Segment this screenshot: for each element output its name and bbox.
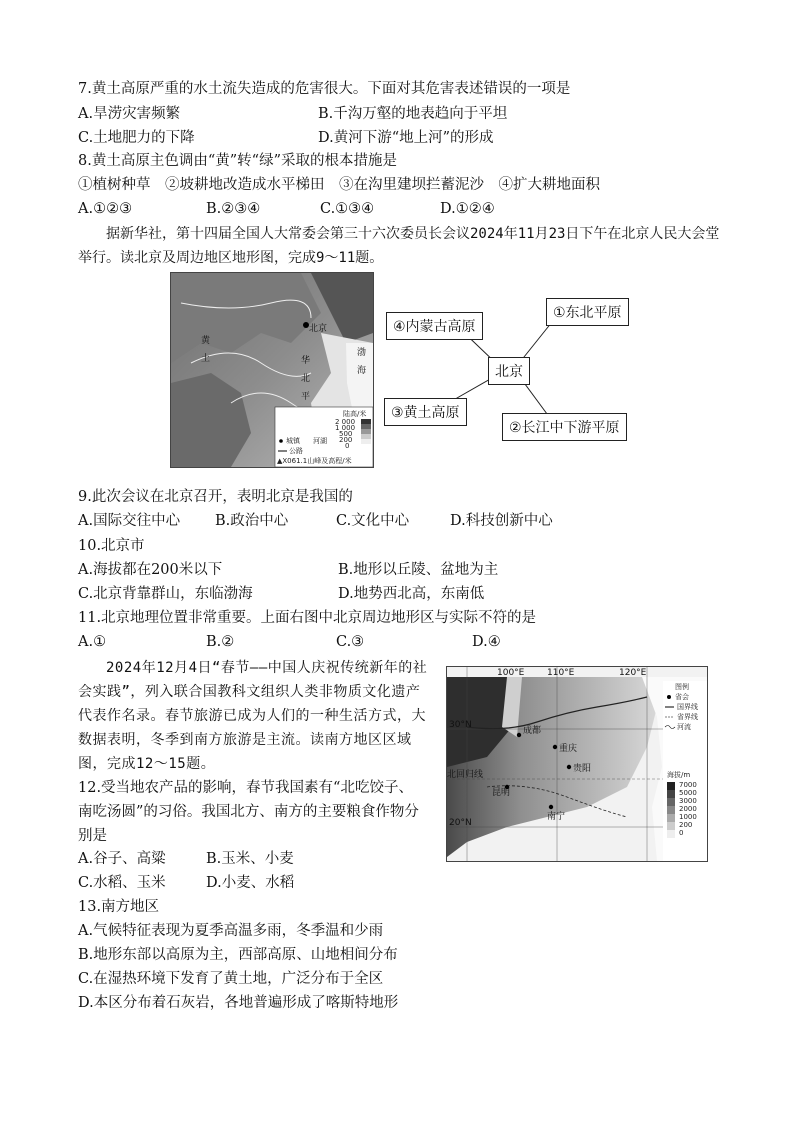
map1-legend-title: 陆高/米 [343,410,367,418]
q13-option-c: C.在湿热环境下发育了黄土地，广泛分布于全区 [78,971,384,987]
q11-option-b: B.② [206,634,235,650]
q7-option-a: A.旱涝灾害频繁 [78,106,181,122]
q8-option-b: B.②③④ [206,201,261,217]
q9-option-c: C.文化中心 [336,513,410,529]
diagram-node-1: ①东北平原 [546,298,629,326]
map1-legend-level-0: 2 000 [335,418,356,426]
beijing-terrain-map [170,272,374,468]
map2-elev-2: 3000 [679,797,697,805]
q10-option-d: D.地势西北高，东南低 [338,586,485,602]
q9-option-d: D.科技创新中心 [450,513,553,529]
q8-option-a: A.①②③ [78,201,133,217]
map2-legend-river: 河流 [677,723,691,731]
map1-legend-river: 河湖 [313,437,327,445]
q12-option-c: C.水稻、玉米 [78,875,166,891]
map2-tropic-label: 北回归线 [447,770,484,780]
q10-stem: 10.北京市 [78,538,145,554]
map2-elev-1: 5000 [679,789,697,797]
map2-city-nanning: 南宁 [547,812,566,822]
q12-stem: 12.受当地农产品的影响，春节我国素有“北吃饺子、南吃汤圆”的习俗。我国北方、南方的主要粮食作物分别是 [78,780,419,844]
q9-option-b: B.政治中心 [215,513,289,529]
map1-label-huang: 黄 [201,336,211,346]
diagram-node-4: ④内蒙古高原 [386,312,483,340]
map2-city-chengdu: 成都 [523,726,542,736]
map2-elev-title: 海拔/m [667,771,691,779]
q10-option-a: A.海拔都在200米以下 [78,562,223,578]
diagram-center-beijing: 北京 [488,357,530,385]
q13-option-a: A.气候特征表现为夏季高温多雨，冬季温和少雨 [78,923,384,939]
q8-option-c: C.①③④ [320,201,375,217]
map1-legend-level-2: 500 [339,430,353,438]
map1-legend-level-4: 0 [345,442,350,450]
diagram-node-3: ③黄土高原 [384,398,467,426]
intro-spring-festival: 2024年12月4日“春节——中国人庆祝传统新年的社会实践”，列入联合国教科文组织人类非物质文化遗产代表作名录。春节旅游已成为人们的一种生活方式，大数据表明，冬季到南方旅游是主流。读南方地区区域图，完成12～15题。 [78,660,428,772]
map1-label-tu: 土 [201,354,211,364]
diagram-node-2: ②长江中下游平原 [502,413,627,441]
q7-option-b: B.千沟万壑的地表趋向于平坦 [318,106,508,122]
southern-region-map [446,666,708,862]
map2-legend-provincial: 省界线 [677,713,698,721]
q11-option-d: D.④ [472,634,501,650]
map2-legend-title: 图例 [675,683,689,691]
map1-legend-road: 公路 [289,447,303,455]
q7-stem: 7.黄土高原严重的水土流失造成的危害很大。下面对其危害表述错误的一项是 [78,81,571,97]
q12-option-b: B.玉米、小麦 [206,851,294,867]
map2-city-kunming: 昆明 [492,788,511,798]
q13-option-d: D.本区分布着石灰岩，各地普遍形成了喀斯特地形 [78,995,399,1011]
map2-city-chongqing: 重庆 [559,744,578,754]
q8-options-line: ①植树种草 ②坡耕地改造成水平梯田 ③在沟里建坝拦蓄泥沙 ④扩大耕地面积 [78,177,600,193]
map2-elev-6: 0 [679,829,684,837]
map1-label-bei: 北 [301,374,311,384]
q8-stem: 8.黄土高原主色调由“黄”转“绿”采取的根本措施是 [78,153,397,169]
map2-lon-120: 120°E [619,668,647,678]
q12-option-a: A.谷子、高粱 [78,851,166,867]
map1-label-hai: 海 [357,366,367,376]
map1-legend-town: 城镇 [286,437,300,445]
q7-option-c: C.土地肥力的下降 [78,130,195,146]
q13-option-b: B.地形东部以高原为主，西部高原、山地相间分布 [78,947,398,963]
map2-lon-110: 110°E [547,668,575,678]
q13-stem: 13.南方地区 [78,899,160,915]
map1-legend-level-1: 1 000 [335,424,356,432]
q8-option-d: D.①②④ [440,201,495,217]
q11-option-a: A.① [78,634,107,650]
q12-option-d: D.小麦、水稻 [206,875,295,891]
q7-option-d: D.黄河下游“地上河”的形成 [318,130,494,146]
intro-beijing: 据新华社，第十四届全国人大常委会第三十六次委员长会议2024年11月23日下午在北京人民大会堂举行。读北京及周边地区地形图，完成9～11题。 [78,226,720,266]
map2-lon-100: 100°E [497,668,525,678]
map1-label-hua: 华 [301,356,311,366]
map1-legend-level-3: 200 [339,436,353,444]
map1-legend-peak: ▲X061.1山峰及高程/米 [277,457,352,465]
map2-elev-3: 2000 [679,805,697,813]
q10-option-c: C.北京背靠群山，东临渤海 [78,586,253,602]
map2-lat-20: 20°N [449,818,472,828]
q9-stem: 9.此次会议在北京召开，表明北京是我国的 [78,489,353,505]
map2-legend-national: 国界线 [677,703,698,711]
q9-option-a: A.国际交往中心 [78,513,181,529]
map2-elev-0: 7000 [679,781,697,789]
map2-lat-30: 30°N [449,720,472,730]
map2-legend-capital: 省会 [675,693,689,701]
map2-elev-4: 1000 [679,813,697,821]
map1-label-beijing: 北京 [309,324,328,334]
map1-label-ping: 平 [301,392,311,402]
q10-option-b: B.地形以丘陵、盆地为主 [338,562,499,578]
map2-elev-5: 200 [679,821,693,829]
q11-stem: 11.北京地理位置非常重要。上面右图中北京周边地形区与实际不符的是 [78,610,537,626]
q11-option-c: C.③ [336,634,365,650]
map1-label-bo: 渤 [357,348,367,358]
map2-city-guiyang: 贵阳 [573,764,592,774]
